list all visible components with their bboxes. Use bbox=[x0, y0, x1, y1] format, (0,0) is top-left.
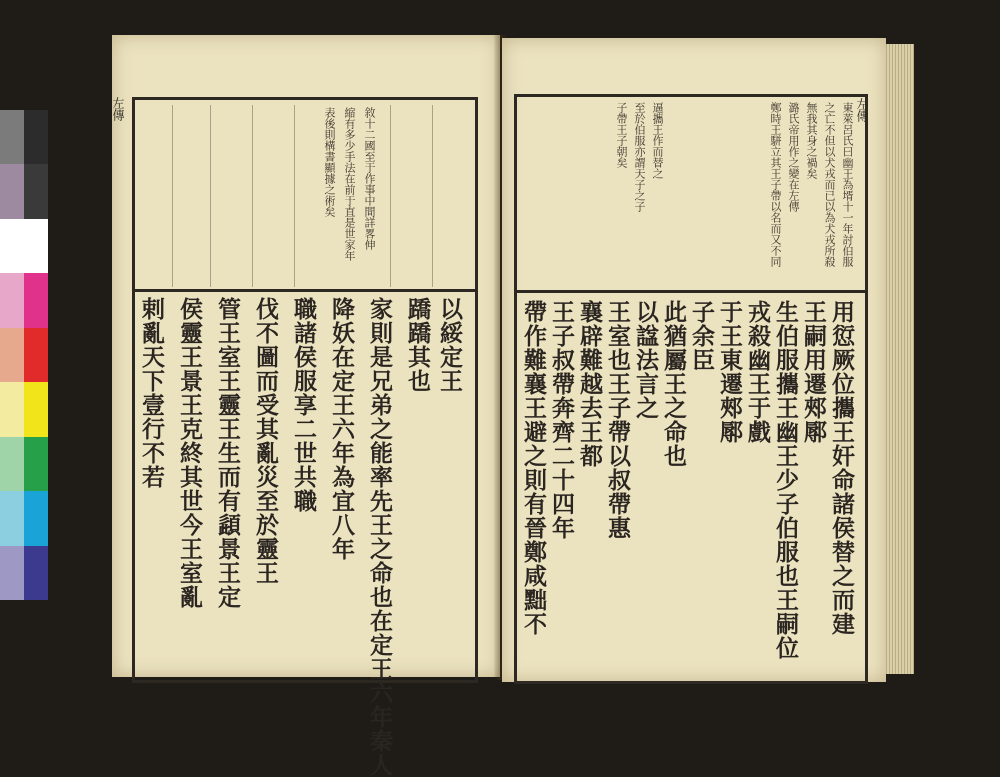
left-main-col-1: 剌亂天下壹行不若 bbox=[138, 297, 165, 489]
right-upper-col-2: 之亡不但以犬戎而已以為犬戎所殺 bbox=[823, 102, 836, 267]
left-upper-col-1: 敘十二國至于作事中間詳畧伸 bbox=[363, 107, 376, 250]
calibration-swatch bbox=[24, 273, 48, 327]
right-upper-col-5: 鄭時王駢立其王子帶以名而又不同 bbox=[769, 102, 782, 267]
right-main-col-1: 用愆厥位攜王奸命諸侯替之而建 bbox=[828, 300, 855, 636]
calibration-swatch bbox=[24, 491, 48, 545]
calibration-swatch bbox=[0, 546, 24, 600]
left-main-col-7: 家則是兄弟之能率先王之命也在定王六年秦人 bbox=[366, 297, 393, 777]
calibration-swatch bbox=[24, 110, 48, 164]
calibration-swatch bbox=[0, 273, 24, 327]
left-main-col-9: 以綏定王 bbox=[436, 297, 463, 393]
right-upper-col-8: 子帶王子朝矣 bbox=[615, 102, 628, 168]
left-page-divider bbox=[132, 289, 478, 292]
color-calibration-strip bbox=[0, 110, 48, 600]
left-upper-col-3: 表後則構書顯據之術矣 bbox=[323, 107, 336, 217]
calibration-row bbox=[0, 437, 48, 491]
left-main-col-2: 侯靈王景王克終其世今王室亂 bbox=[176, 297, 203, 609]
calibration-row bbox=[0, 546, 48, 600]
right-page bbox=[502, 38, 886, 682]
calibration-swatch bbox=[0, 219, 24, 273]
calibration-row bbox=[0, 273, 48, 327]
right-main-col-8: 以諡法言之 bbox=[632, 300, 659, 420]
left-main-col-5: 職諸侯服享二世共職 bbox=[290, 297, 317, 513]
calibration-row bbox=[0, 382, 48, 436]
calibration-swatch bbox=[0, 382, 24, 436]
right-upper-col-1: 東萊呂氏曰幽王為壻十一年討伯服 bbox=[841, 102, 854, 267]
calibration-swatch bbox=[24, 164, 48, 218]
right-main-col-10: 襄辟難越去王都 bbox=[576, 300, 603, 468]
calibration-swatch bbox=[24, 382, 48, 436]
right-main-col-9: 王室也王子帶以叔帶惠 bbox=[604, 300, 631, 540]
right-main-col-11: 王子叔帶奔齊二十四年 bbox=[548, 300, 575, 540]
calibration-row bbox=[0, 164, 48, 218]
left-main-col-4: 伐不圖而受其亂災至於靈王 bbox=[252, 297, 279, 585]
left-main-col-8: 蹻蹻其也 bbox=[404, 297, 431, 393]
calibration-swatch bbox=[24, 437, 48, 491]
right-upper-col-7: 至於伯服亦謂天子之子 bbox=[633, 102, 646, 212]
right-main-col-12: 帶作難襄王避之則有晉鄭咸黜不 bbox=[520, 300, 547, 636]
right-upper-col-6: 逼攜王作而替之 bbox=[651, 102, 664, 179]
left-main-col-3: 管王室王靈王生而有頿景王定 bbox=[214, 297, 241, 609]
calibration-row bbox=[0, 491, 48, 545]
right-main-col-2: 王嗣用遷郟鄏 bbox=[800, 300, 827, 444]
right-main-col-6: 子余臣 bbox=[688, 300, 715, 372]
right-upper-col-4: 潞氏帝用作之變在左傳 bbox=[787, 102, 800, 212]
left-main-col-6: 降妖在定王六年為宜八年 bbox=[328, 297, 355, 561]
calibration-swatch bbox=[24, 219, 48, 273]
calibration-swatch bbox=[0, 110, 24, 164]
right-main-col-3: 生伯服攜王幽王少子伯服也王嗣位 bbox=[772, 300, 799, 660]
calibration-swatch bbox=[0, 491, 24, 545]
right-page-edge-label: 左傳 bbox=[855, 98, 869, 122]
calibration-swatch bbox=[0, 164, 24, 218]
calibration-row bbox=[0, 328, 48, 382]
left-page-edge-label: 左傳 bbox=[111, 97, 125, 121]
calibration-row bbox=[0, 110, 48, 164]
right-page-divider bbox=[514, 290, 868, 293]
right-main-col-7: 此猶屬王之命也 bbox=[660, 300, 687, 468]
calibration-swatch bbox=[24, 546, 48, 600]
calibration-swatch bbox=[0, 437, 24, 491]
left-upper-col-2: 縮有多少手法在前于直是世家年 bbox=[343, 107, 356, 261]
right-upper-col-3: 無我其身之禍矣 bbox=[805, 102, 818, 179]
calibration-row bbox=[0, 219, 48, 273]
calibration-swatch bbox=[0, 328, 24, 382]
right-main-col-5: 于王東遷郟鄏 bbox=[716, 300, 743, 444]
left-page bbox=[111, 35, 500, 777]
right-main-col-4: 戎殺幽王于戲 bbox=[744, 300, 771, 444]
page-edges bbox=[884, 44, 914, 674]
calibration-swatch bbox=[24, 328, 48, 382]
